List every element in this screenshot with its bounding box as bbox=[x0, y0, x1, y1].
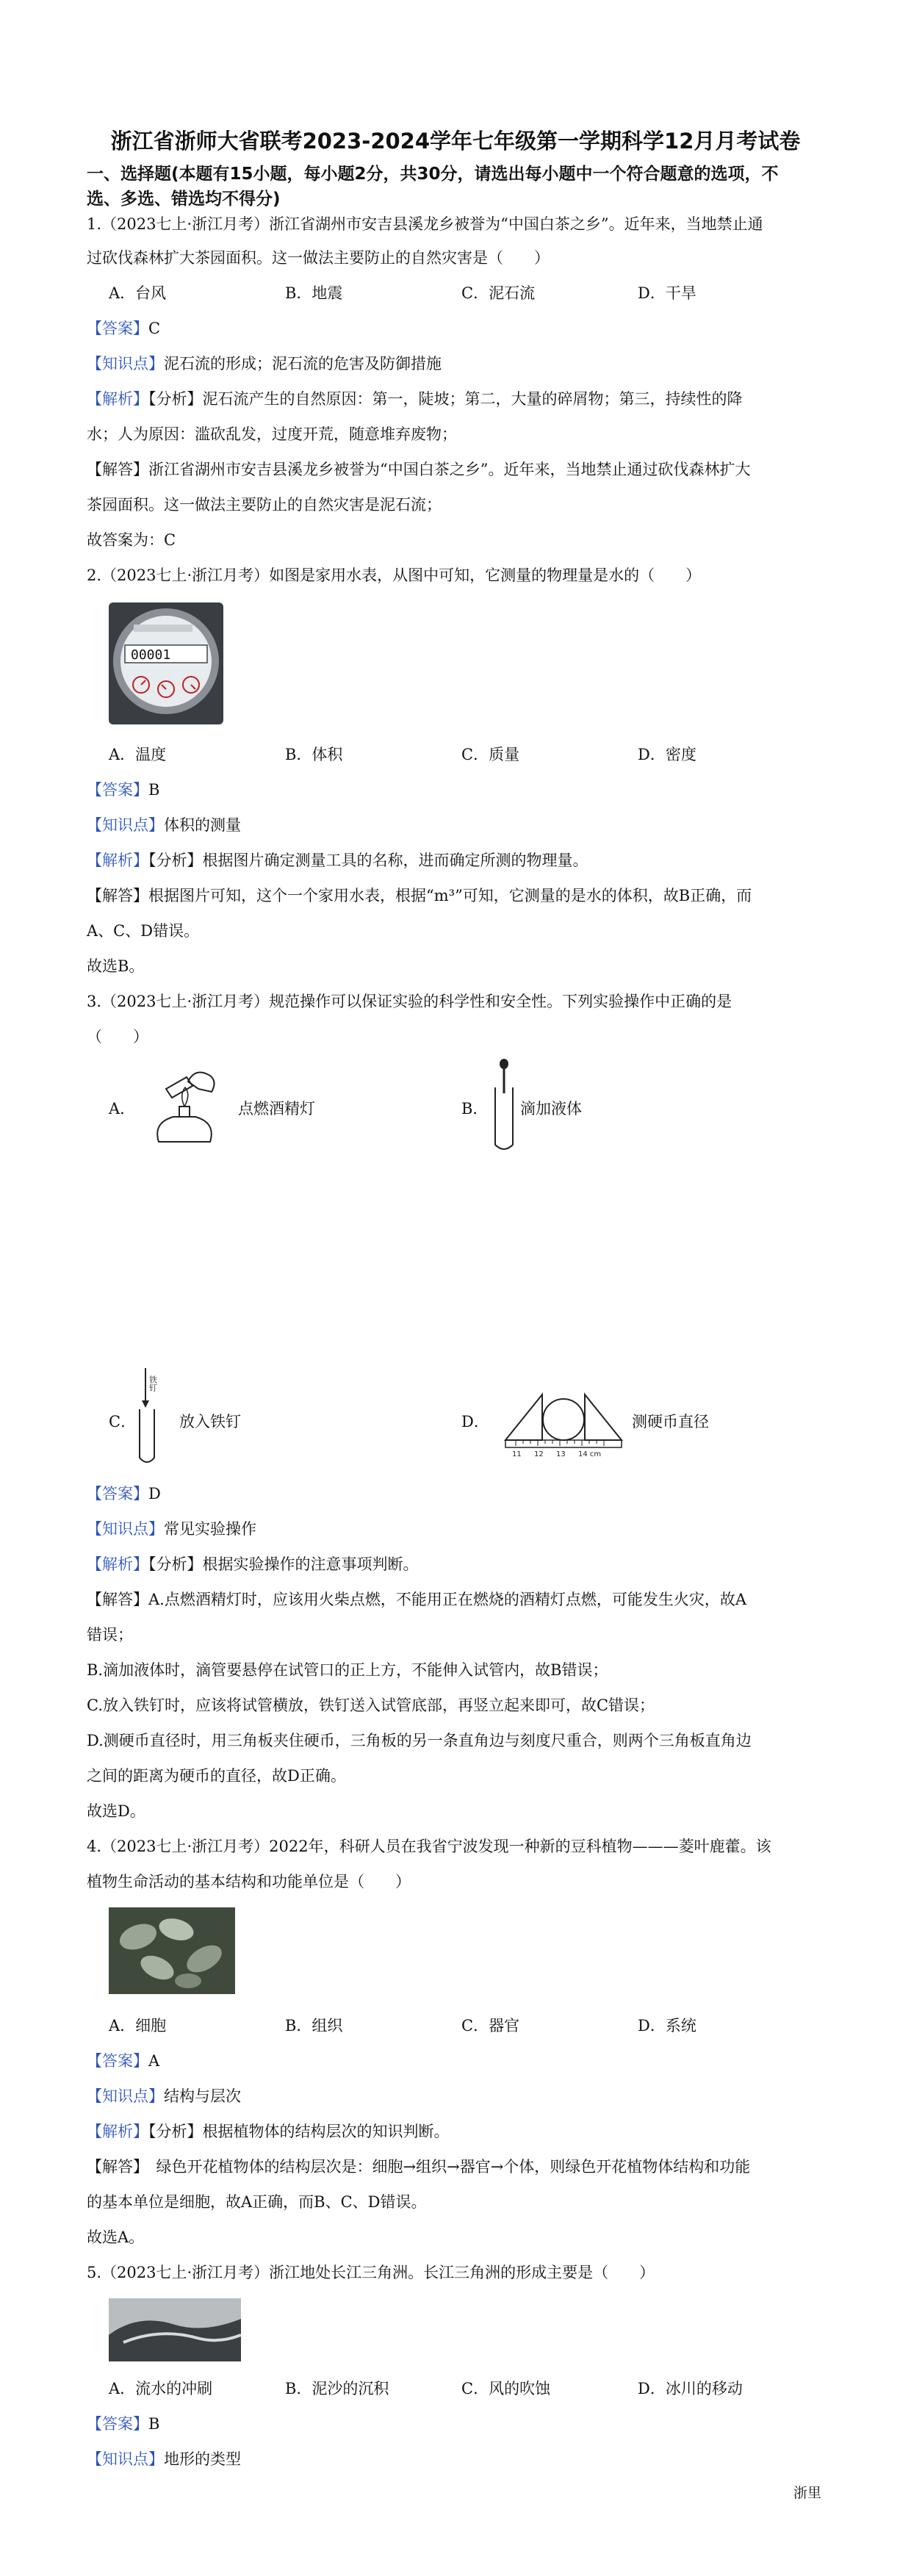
q3-knowledge: 【知识点】常见实验操作 bbox=[87, 1520, 256, 1538]
q3-option-d-text: 测硬币直径 bbox=[632, 1413, 709, 1431]
q4-option-b: B．组织 bbox=[285, 2017, 343, 2034]
q1-jieda-line2: 茶园面积。这一做法主要防止的自然灾害是泥石流； bbox=[87, 496, 442, 514]
water-meter-image bbox=[109, 602, 223, 724]
q5-option-d: D．冰川的移动 bbox=[638, 2380, 743, 2397]
iron-nail-test-tube-image bbox=[135, 1365, 179, 1468]
q4-option-c: C．器官 bbox=[461, 2017, 520, 2034]
q2-answer: 【答案】B bbox=[87, 781, 160, 799]
q3-option-b-text: 滴加液体 bbox=[520, 1100, 582, 1118]
q1-stem-line1: 1.（2023七上·浙江月考）浙江省湖州市安吉县溪龙乡被誉为“中国白茶之乡”。近年来，当地禁止通 bbox=[87, 215, 763, 233]
q4-option-d: D．系统 bbox=[638, 2017, 696, 2034]
q3-explain-c: C.放入铁钉时，应该将试管横放，铁钉送入试管底部，再竖立起来即可，故C错误； bbox=[87, 1697, 655, 1714]
q3-option-a-letter: A． bbox=[109, 1100, 136, 1118]
q2-option-b: B．体积 bbox=[285, 746, 343, 763]
q5-stem-line1: 5.（2023七上·浙江月考）浙江地处长江三角洲。长江三角洲的形成主要是（ ） bbox=[87, 2264, 655, 2281]
alcohol-lamp-image bbox=[144, 1059, 225, 1146]
q1-option-d: D．干旱 bbox=[638, 284, 696, 302]
q5-knowledge: 【知识点】地形的类型 bbox=[87, 2450, 241, 2468]
q1-analysis-line2: 水；人为原因：滥砍乱发，过度开荒，随意堆弃废物； bbox=[87, 425, 457, 443]
delta-photo-image bbox=[109, 2298, 241, 2361]
q3-explain-d-line2: 之间的距离为硬币的直径，故D正确。 bbox=[87, 1767, 346, 1785]
q3-option-b-letter: B． bbox=[461, 1100, 489, 1118]
q4-analysis: 【解析】【分析】根据植物体的结构层次的知识判断。 bbox=[87, 2123, 450, 2140]
section-heading-line1: 一、选择题(本题有15小题，每小题2分，共30分，请选出每小题中一个符合题意的选项，不 bbox=[87, 165, 779, 184]
q3-analysis: 【解析】【分析】根据实验操作的注意事项判断。 bbox=[87, 1555, 419, 1573]
section-heading-line2: 选、多选、错选均不得分) bbox=[87, 190, 281, 209]
page-title: 浙江省浙师大省联考2023-2024学年七年级第一学期科学12月月考试卷 bbox=[110, 129, 801, 154]
q4-knowledge: 【知识点】结构与层次 bbox=[87, 2087, 241, 2105]
q3-option-c-text: 放入铁钉 bbox=[179, 1413, 241, 1431]
q1-stem-line2: 过砍伐森林扩大茶园面积。这一做法主要防止的自然灾害是（ ） bbox=[87, 249, 550, 267]
page-footer: 浙里 bbox=[793, 2485, 822, 2501]
q1-option-c: C．泥石流 bbox=[461, 284, 536, 302]
ruler-tick-11: 11 bbox=[512, 1450, 522, 1458]
q2-option-d: D．密度 bbox=[638, 746, 696, 763]
q1-conclusion: 故答案为：C bbox=[87, 531, 176, 549]
q4-stem-line2: 植物生命活动的基本结构和功能单位是（ ） bbox=[87, 1873, 411, 1890]
q1-option-a: A．台风 bbox=[109, 284, 167, 302]
ruler-tick-14: 14 cm bbox=[578, 1450, 602, 1458]
q3-explain-d-line1: D.测硬币直径时，用三角板夹住硬币，三角板的另一条直角边与刻度尺重合，则两个三角板直角边 bbox=[87, 1732, 752, 1749]
q1-option-b: B．地震 bbox=[285, 284, 343, 302]
q3-stem-line2: （ ） bbox=[87, 1028, 148, 1046]
q2-jieda-line2: A、C、D错误。 bbox=[87, 922, 200, 940]
q2-jieda-line1: 【解答】根据图片可知，这个一个家用水表，根据“m³”可知，它测量的是水的体积，故B正确，而 bbox=[87, 887, 752, 904]
q5-option-c: C．风的吹蚀 bbox=[461, 2380, 551, 2397]
q3-option-d-letter: D． bbox=[461, 1413, 489, 1431]
q1-answer: 【答案】C bbox=[87, 320, 161, 337]
q3-explain-b: B.滴加液体时，滴管要悬停在试管口的正上方，不能伸入试管内，故B错误； bbox=[87, 1661, 608, 1679]
q3-option-a-text: 点燃酒精灯 bbox=[238, 1100, 315, 1118]
dropper-test-tube-image bbox=[491, 1058, 517, 1154]
q3-jieda-line2: 错误； bbox=[87, 1626, 133, 1644]
q2-option-c: C．质量 bbox=[461, 746, 520, 763]
q5-option-b: B．泥沙的沉积 bbox=[285, 2380, 389, 2397]
q4-jieda-line1: 【解答】 绿色开花植物体的结构层次是：细胞→组织→器官→个体，则绿色开花植物体结构和功能 bbox=[87, 2158, 751, 2176]
coin-ruler-triangles-image bbox=[501, 1383, 626, 1459]
q4-option-a: A．细胞 bbox=[109, 2017, 167, 2034]
q3-stem-line1: 3.（2023七上·浙江月考）规范操作可以保证实验的科学性和安全性。下列实验操作中正确的是 bbox=[87, 993, 732, 1010]
q2-conclusion: 故选B。 bbox=[87, 957, 145, 975]
iron-nail-label: 铁钉 bbox=[148, 1375, 158, 1392]
water-meter-reading: 00001 bbox=[131, 647, 171, 663]
ruler-tick-13: 13 bbox=[556, 1450, 566, 1458]
q1-jieda-line1: 【解答】浙江省湖州市安吉县溪龙乡被誉为“中国白茶之乡”。近年来，当地禁止通过砍伐森林扩大 bbox=[87, 461, 751, 478]
q2-analysis: 【解析】【分析】根据图片确定测量工具的名称，进而确定所测的物理量。 bbox=[87, 852, 588, 869]
q3-answer: 【答案】D bbox=[87, 1485, 161, 1503]
ruler-tick-12: 12 bbox=[534, 1450, 544, 1458]
q4-jieda-line2: 的基本单位是细胞，故A正确，而B、C、D错误。 bbox=[87, 2193, 427, 2211]
q4-answer: 【答案】A bbox=[87, 2052, 160, 2070]
q1-analysis-line1: 【解析】【分析】泥石流产生的自然原因：第一，陡坡；第二，大量的碎屑物；第三，持续性的降 bbox=[87, 390, 743, 408]
q4-conclusion: 故选A。 bbox=[87, 2228, 145, 2246]
q3-option-c-letter: C． bbox=[109, 1413, 137, 1431]
q5-option-a: A．流水的冲刷 bbox=[109, 2380, 213, 2397]
q4-stem-line1: 4.（2023七上·浙江月考）2022年，科研人员在我省宁波发现一种新的豆科植物———菱叶鹿藿。该 bbox=[87, 1838, 771, 1855]
q2-knowledge: 【知识点】体积的测量 bbox=[87, 816, 241, 834]
q2-stem-line1: 2.（2023七上·浙江月考）如图是家用水表，从图中可知，它测量的物理量是水的（ ） bbox=[87, 566, 702, 584]
q5-answer: 【答案】B bbox=[87, 2415, 160, 2433]
q3-jieda-line1: 【解答】A.点燃酒精灯时，应该用火柴点燃，不能用正在燃烧的酒精灯点燃，可能发生火灾，故A bbox=[87, 1591, 747, 1608]
q3-conclusion: 故选D。 bbox=[87, 1802, 145, 1820]
q2-option-a: A．温度 bbox=[109, 746, 167, 763]
plant-photo-image bbox=[109, 1907, 235, 1994]
q1-knowledge: 【知识点】泥石流的形成；泥石流的危害及防御措施 bbox=[87, 355, 442, 373]
